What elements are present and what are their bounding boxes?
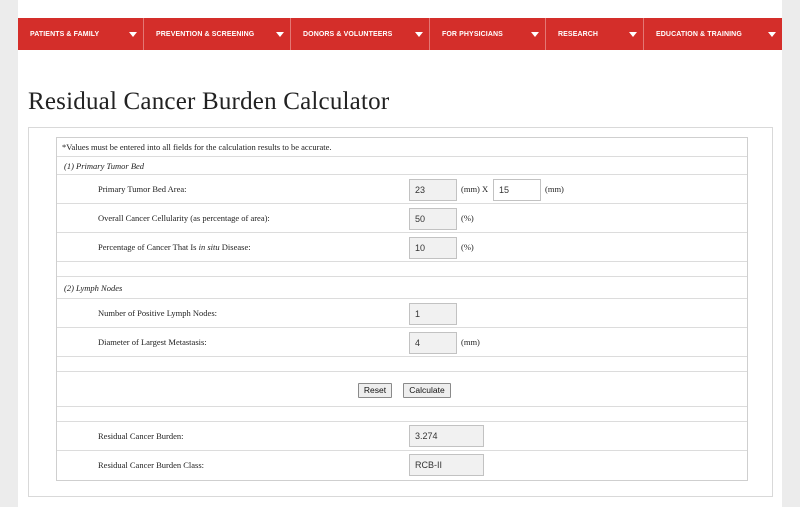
in-situ-input[interactable]: 10 [409, 237, 457, 259]
chevron-down-icon [629, 32, 637, 37]
metastasis-row [57, 328, 747, 357]
metastasis-unit: (mm) [461, 337, 480, 347]
actions-row [57, 372, 747, 407]
burden-output: 3.274 [409, 425, 484, 447]
in-situ-unit: (%) [461, 242, 474, 252]
burden-class-row [57, 451, 747, 480]
metastasis-input[interactable]: 4 [409, 332, 457, 354]
required-note-row [57, 138, 747, 157]
tumor-bed-dimension-2-input[interactable]: 15 [493, 179, 541, 201]
calculator-form [56, 137, 748, 481]
tumor-bed-dimension-1-input[interactable]: 23 [409, 179, 457, 201]
cellularity-input[interactable]: 50 [409, 208, 457, 230]
spacer-row [57, 357, 747, 372]
nav-label: PATIENTS & FAMILY [30, 30, 100, 38]
burden-result-row [57, 422, 747, 451]
metastasis-label: Diameter of Largest Metastasis: [98, 337, 207, 347]
section-heading: (2) Lymph Nodes [64, 283, 123, 293]
section-heading: (1) Primary Tumor Bed [64, 161, 145, 171]
chevron-down-icon [276, 32, 284, 37]
nav-label: RESEARCH [558, 30, 599, 38]
area-unit-2: (mm) [545, 184, 564, 194]
in-situ-label [98, 242, 251, 252]
nav-prevention-screening[interactable] [144, 18, 291, 50]
nav-label: FOR PHYSICIANS [442, 30, 503, 38]
burden-label: Residual Cancer Burden: [98, 431, 184, 441]
spacer-row [57, 407, 747, 422]
chevron-down-icon [129, 32, 137, 37]
area-unit-1: (mm) X [461, 184, 489, 194]
tumor-bed-area-label: Primary Tumor Bed Area: [98, 184, 187, 194]
page-title: Residual Cancer Burden Calculator [28, 88, 390, 115]
nav-donors-volunteers[interactable] [291, 18, 430, 50]
spacer-row [57, 262, 747, 277]
in-situ-row [57, 233, 747, 262]
nav-education-training[interactable] [644, 18, 782, 50]
nav-label: EDUCATION & TRAINING [656, 30, 742, 38]
nav-for-physicians[interactable] [430, 18, 546, 50]
chevron-down-icon [415, 32, 423, 37]
in-situ-label-pre: Percentage of Cancer That Is [98, 242, 199, 252]
nav-label: PREVENTION & SCREENING [156, 30, 255, 38]
positive-nodes-input[interactable]: 1 [409, 303, 457, 325]
cellularity-label: Overall Cancer Cellularity (as percentage of area): [98, 213, 270, 223]
chevron-down-icon [768, 32, 776, 37]
reset-button[interactable]: Reset [358, 383, 392, 398]
section-lymph-nodes [57, 277, 747, 299]
cellularity-unit: (%) [461, 213, 474, 223]
in-situ-label-post: Disease: [219, 242, 251, 252]
tumor-bed-area-row [57, 175, 747, 204]
section-primary-tumor-bed [57, 157, 747, 175]
chevron-down-icon [531, 32, 539, 37]
burden-class-output: RCB-II [409, 454, 484, 476]
nav-label: DONORS & VOLUNTEERS [303, 30, 393, 38]
nav-patients-family[interactable] [18, 18, 144, 50]
burden-class-label: Residual Cancer Burden Class: [98, 460, 204, 470]
cellularity-row [57, 204, 747, 233]
main-navigation [18, 18, 782, 50]
nav-research[interactable] [546, 18, 644, 50]
positive-nodes-row [57, 299, 747, 328]
positive-nodes-label: Number of Positive Lymph Nodes: [98, 308, 217, 318]
in-situ-label-em: in situ [198, 242, 220, 252]
calculate-button[interactable]: Calculate [403, 383, 451, 398]
required-note: *Values must be entered into all fields for the calculation results to be accurate. [62, 142, 332, 152]
